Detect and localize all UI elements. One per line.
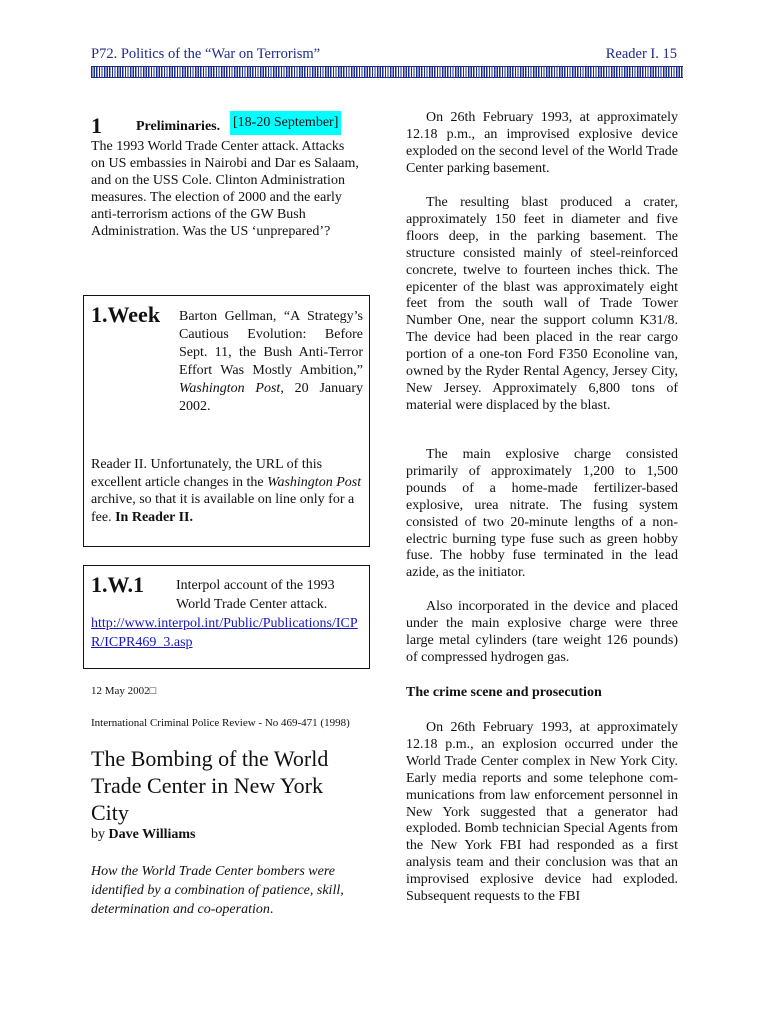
- week-note: [91, 456, 363, 526]
- article-author: Dave Williams: [108, 827, 196, 842]
- citation-date: , 20 January 2002.: [179, 381, 363, 414]
- article-paragraph: The resulting blast produced a crater, approximately 150 feet in diameter and five floors deep, in the parking basement. The structure consisted mainly of steel-reinforced concrete, twelve to fourteen inches thick. The epicenter of the blast was approximately eight feet from the south wall of Trade Tower Number One, near the support column K31/8. The device had been placed in the rear cargo portion of a one-ton Ford F350 Econoline van, owned by the Ryder Rental Agency, Jersey City, New Jersey. Approximately 6,800 tons of material were displaced by the blast.: [406, 195, 678, 413]
- citation-author: Barton Gellman, “A Strategy’s Cautious Evolution: Before Sept. 11, the Bush Anti-Terror Effort Was Mostly Ambition,”: [179, 309, 363, 378]
- article-abstract: [91, 862, 361, 919]
- note-text-b: archive, so that it is available on line only for a fee.: [91, 492, 355, 525]
- article-paragraph: On 26th February 1993, at approximately 12.18 p.m., an improvised explosive device exploded on the second level of the World Trade Center parking basement.: [406, 110, 678, 176]
- byline-prefix: by: [91, 827, 109, 842]
- interpol-link[interactable]: http://www.interpol.int/Public/Publications/ICPR/ICPR469_3.asp: [91, 616, 358, 650]
- article-byline: [91, 827, 196, 843]
- citation-source: Washington Post: [179, 381, 281, 396]
- running-header-page: Reader I. 15: [605, 46, 677, 62]
- section-number: 1: [91, 113, 102, 138]
- section-dates: [18-20 September]: [230, 111, 341, 135]
- subheading: The crime scene and prosecution: [406, 685, 602, 700]
- abstract-text: How the World Trade Center bombers were identified by a combination of patience, skill, determination and co-operation: [91, 864, 344, 917]
- reading-box: [83, 565, 370, 669]
- section-intro: The 1993 World Trade Center attack. Attacks on US embassies in Nairobi and Dar es Salaam, and on the USS Cole. Clinton Administration measures. The election of 2000 and the early anti-terrorism actions of the GW Bush Administration. Was the US ‘unprepared’?: [91, 139, 359, 239]
- week-label: 1.Week: [91, 302, 161, 327]
- section-title: Preliminaries.: [136, 119, 221, 134]
- note-text-a: Reader II. Unfortunately, the URL of this excellent article changes in the: [91, 457, 323, 490]
- header-rule: [91, 66, 683, 78]
- note-source: Washington Post: [267, 474, 362, 490]
- article-source: International Criminal Police Review - No 469-471 (1998): [91, 717, 350, 729]
- week-citation: [179, 308, 363, 416]
- article-paragraph: The main explosive charge consisted primarily of approximately 1,200 to 1,500 pounds of a home-made fertilizer-based explosive, urea nitrate. The fusing system consisted of two 20-minute lengths of a non-electric burning type fuse such as green hobby fuse. The hobby fuse terminated in the lead azide, as the initiator.: [406, 447, 678, 581]
- running-header-title: P72. Politics of the “War on Terrorism”: [91, 46, 321, 62]
- abstract-end: .: [269, 902, 274, 917]
- article-title: The Bombing of the World Trade Center in New York City: [91, 746, 329, 825]
- week-reading-box: [83, 295, 370, 547]
- article-paragraph: Also incorporated in the device and placed under the main explosive charge were three large metal cylinders (tare weight 126 pounds) of compressed hydrogen gas.: [406, 599, 678, 665]
- reading-description: Interpol account of the 1993 World Trade Center attack.: [176, 578, 335, 612]
- note-bold: In Reader II.: [115, 509, 194, 525]
- article-paragraph: On 26th February 1993, at approximately 12.18 p.m., an explosion occurred under the World Trade Center complex in New York City. Early media reports and some telephone com-munications from law enforcement personnel in New York suggested that a generator had exploded. Bomb technician Special Agents from the New York FBI had responded as a first analysis team and their conclusion was that an improvised explosive device had exploded. Subsequent requests to the FBI: [406, 720, 678, 905]
- reading-label: 1.W.1: [91, 572, 144, 597]
- article-date: 12 May 2002□: [91, 685, 157, 697]
